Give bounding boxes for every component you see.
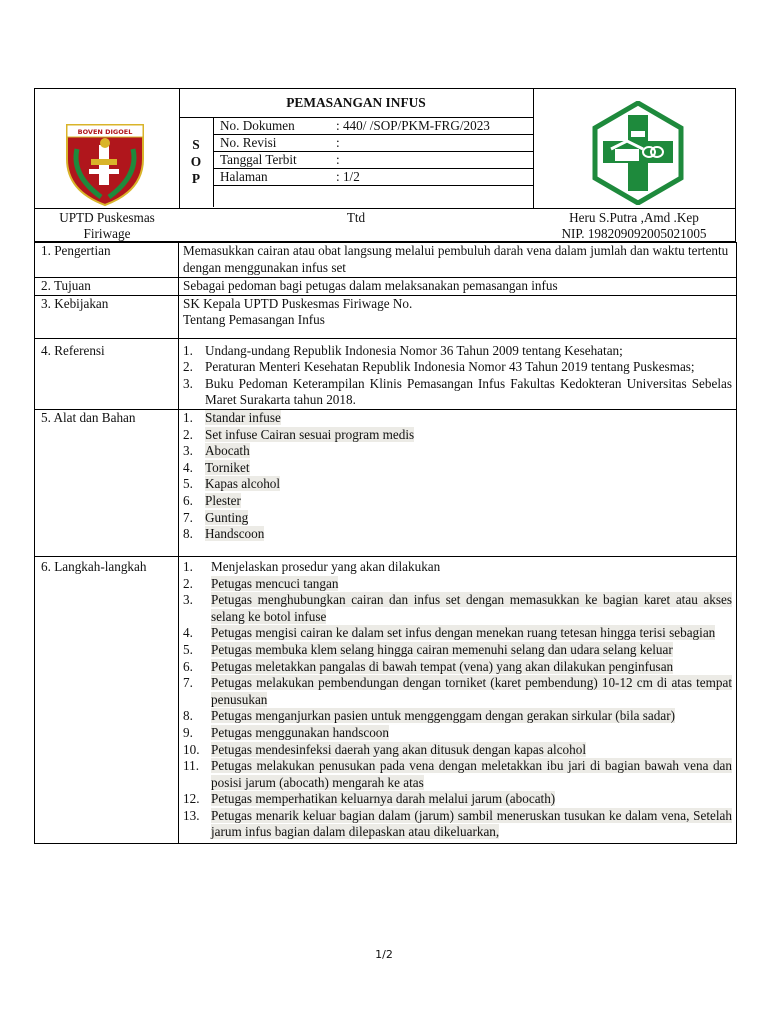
list-item: 6. Plester <box>183 492 241 508</box>
list-item: 3. Abocath <box>183 443 250 459</box>
list-item-text: Petugas mencuci tangan <box>211 575 339 591</box>
ttd-cell: Ttd <box>346 210 366 225</box>
list-item-text: Petugas menghubungkan cairan dan infus set dengan memasukkan ke bagian karet atau akses selang ke botol infuse <box>211 592 732 624</box>
list-item: 9. Petugas menggunakan handscoon <box>183 724 389 740</box>
list-item-text: Undang-undang Republik Indonesia Nomor 36 Tahun 2009 tentang Kesehatan; <box>205 342 623 358</box>
list-item: 2. Petugas mencuci tangan <box>183 575 339 591</box>
list-item-text: Petugas mengisi cairan ke dalam set infus dengan menekan ruang tetesan hingga terisi sebagian <box>211 625 716 641</box>
meta-no-revisi <box>220 135 340 151</box>
list-item: 1. Standar infuse <box>183 409 281 425</box>
list-item: 3. Petugas menghubungkan cairan dan infus set dengan memasukkan ke bagian karet atau akses selang ke botol infuse <box>183 592 732 624</box>
meta-value: : <box>336 152 340 167</box>
signer-nip: NIP. 198209092005021005 <box>561 226 707 241</box>
document-title: PEMASANGAN INFUS <box>286 95 426 110</box>
row-pengertian <box>35 243 737 278</box>
sop-letter-s: S <box>192 137 200 152</box>
signer-cell <box>533 210 735 242</box>
list-item-text: Plester <box>205 492 241 508</box>
list-item-text: Abocath <box>205 443 250 459</box>
alat-list <box>183 410 732 543</box>
list-item: 2. Peraturan Menteri Kesehatan Republik Indonesia Nomor 43 Tahun 2019 tentang Puskesmas; <box>183 359 695 375</box>
kebijakan-line-1: SK Kepala UPTD Puskesmas Firiwage No. <box>183 295 413 311</box>
list-item: 1. Menjelaskan prosedur yang akan dilakukan <box>183 558 441 574</box>
list-item-text: Peraturan Menteri Kesehatan Republik Indonesia Nomor 43 Tahun 2019 tentang Puskesmas; <box>205 359 695 375</box>
list-item-text: Petugas melakukan pembendungan dengan torniket (karet pembendung) 10-12 cm di atas tempat penusukan <box>211 675 732 707</box>
list-item: 7. Petugas melakukan pembendungan dengan torniket (karet pembendung) 10-12 cm di atas tempat penusukan <box>183 675 732 707</box>
list-langkah <box>179 556 737 843</box>
org-line-2: Firiwage <box>83 226 131 241</box>
list-item: 8. Petugas menganjurkan pasien untuk menggenggam dengan gerakan sirkular (bila sadar) <box>183 708 675 724</box>
meta-tanggal-terbit <box>220 152 340 168</box>
label-langkah: 6. Langkah-langkah <box>35 556 179 843</box>
list-item: 10. Petugas mendesinfeksi daerah yang akan ditusuk dengan kapas alcohol <box>183 741 587 757</box>
list-item: 5. Petugas membuka klem selang hingga cairan memenuhi selang dan udara selang keluar <box>183 641 673 657</box>
text-tujuan: Sebagai pedoman bagi petugas dalam melaksanakan pemasangan infus <box>179 278 737 296</box>
row-langkah <box>35 556 737 843</box>
list-item: 13. Petugas menarik keluar bagian dalam (jarum) sambil meneruskan tusukan ke dalam vena, Setelah jarum infus bagian dalam dilepaskan atau dikeluarkan, <box>183 807 732 840</box>
org-line-1: UPTD Puskesmas <box>59 210 155 225</box>
sop-letter-p: P <box>191 171 201 186</box>
sop-header <box>34 88 736 242</box>
list-item-text: Petugas mendesinfeksi daerah yang akan ditusuk dengan kapas alcohol <box>211 741 587 757</box>
label-kebijakan: 3. Kebijakan <box>35 295 179 338</box>
list-item: 12. Petugas memperhatikan keluarnya darah melalui jarum (abocath) <box>183 791 556 807</box>
list-item: 3. Buku Pedoman Keterampilan Klinis Pemasangan Infus Fakultas Kedokteran Universitas Sebelas Maret Surakarta tahun 2018. <box>183 375 732 408</box>
meta-no-dokumen <box>220 118 490 134</box>
list-item-text: Petugas menggunakan handscoon <box>211 724 389 740</box>
list-item: 6. Petugas meletakkan pangalas di bawah tempat (vena) yang akan dilakukan penginfusan <box>183 658 674 674</box>
row-alat <box>35 409 737 556</box>
row-tujuan <box>35 278 737 296</box>
referensi-list <box>183 343 732 409</box>
meta-label: No. Revisi <box>220 135 277 150</box>
text-kebijakan <box>179 295 737 338</box>
langkah-list <box>183 559 732 841</box>
list-item: 4. Petugas mengisi cairan ke dalam set infus dengan menekan ruang tetesan hingga terisi sebagian <box>183 625 716 641</box>
list-item-text: Torniket <box>205 459 250 475</box>
meta-value: : <box>336 135 340 150</box>
label-pengertian: 1. Pengertian <box>35 243 179 278</box>
list-referensi <box>179 338 737 409</box>
list-item-text: Petugas menganjurkan pasien untuk menggenggam dengan gerakan sirkular (bila sadar) <box>211 708 675 724</box>
list-item-text: Handscoon <box>205 526 265 542</box>
row-kebijakan <box>35 295 737 338</box>
meta-label: Tanggal Terbit <box>220 152 297 167</box>
kebijakan-line-2: Tentang Pemasangan Infus <box>183 312 325 328</box>
list-item-text: Set infuse Cairan sesuai program medis <box>205 426 415 442</box>
list-item-text: Petugas menarik keluar bagian dalam (jarum) sambil meneruskan tusukan ke dalam vena, Setelah jarum infus bagian dalam dilepaskan atau dikeluarkan, <box>211 807 732 840</box>
meta-label: Halaman <box>220 169 268 184</box>
list-item: 4. Torniket <box>183 459 250 475</box>
signer-name: Heru S.Putra ,Amd .Kep <box>569 210 699 225</box>
meta-value: : 1/2 <box>336 169 360 184</box>
boven-digoel-logo <box>61 119 149 209</box>
list-item-text: Petugas membuka klem selang hingga cairan memenuhi selang dan udara selang keluar <box>211 641 673 657</box>
org-name <box>35 210 179 242</box>
page-number: 1/2 <box>375 948 393 961</box>
meta-value: : 440/ /SOP/PKM-FRG/2023 <box>336 118 490 133</box>
list-item-text: Kapas alcohol <box>205 476 281 492</box>
list-item: 7. Gunting <box>183 509 249 525</box>
list-item-text: Buku Pedoman Keterampilan Klinis Pemasangan Infus Fakultas Kedokteran Universitas Sebelas Maret Surakarta tahun 2018. <box>205 375 732 408</box>
sop-table <box>34 242 737 844</box>
list-item-text: Menjelaskan prosedur yang akan dilakukan <box>211 558 441 574</box>
list-item-text: Gunting <box>205 509 249 525</box>
label-referensi: 4. Referensi <box>35 338 179 409</box>
list-item: 5. Kapas alcohol <box>183 476 281 492</box>
label-tujuan: 2. Tujuan <box>35 278 179 296</box>
list-item-text: Petugas memperhatikan keluarnya darah melalui jarum (abocath) <box>211 791 556 807</box>
list-item: 2. Set infuse Cairan sesuai program medis <box>183 426 415 442</box>
list-item: 11. Petugas melakukan penusukan pada vena dengan meletakkan ibu jari di bagian bawah vena dan posisi jarum (abocath) mengarah ke atas <box>183 758 732 790</box>
sop-letter-o: O <box>190 154 202 169</box>
list-item: 8. Handscoon <box>183 526 265 542</box>
list-item-text: Petugas melakukan penusukan pada vena dengan meletakkan ibu jari di bagian bawah vena dan posisi jarum (abocath) mengarah ke atas <box>211 758 732 790</box>
label-alat: 5. Alat dan Bahan <box>35 409 179 556</box>
row-referensi <box>35 338 737 409</box>
puskesmas-logo <box>591 101 685 205</box>
meta-halaman <box>220 169 360 185</box>
text-pengertian: Memasukkan cairan atau obat langsung melalui pembuluh darah vena dalam jumlah dan waktu tertentu dengan menggunakan infus set <box>179 243 737 278</box>
list-alat <box>179 409 737 556</box>
list-item-text: Petugas meletakkan pangalas di bawah tempat (vena) yang akan dilakukan penginfusan <box>211 658 674 674</box>
list-item: 1. Undang-undang Republik Indonesia Nomor 36 Tahun 2009 tentang Kesehatan; <box>183 342 623 358</box>
list-item-text: Standar infuse <box>205 409 281 425</box>
logo-lettering: BOVEN DIGOEL <box>77 128 133 136</box>
meta-label: No. Dokumen <box>220 118 295 133</box>
